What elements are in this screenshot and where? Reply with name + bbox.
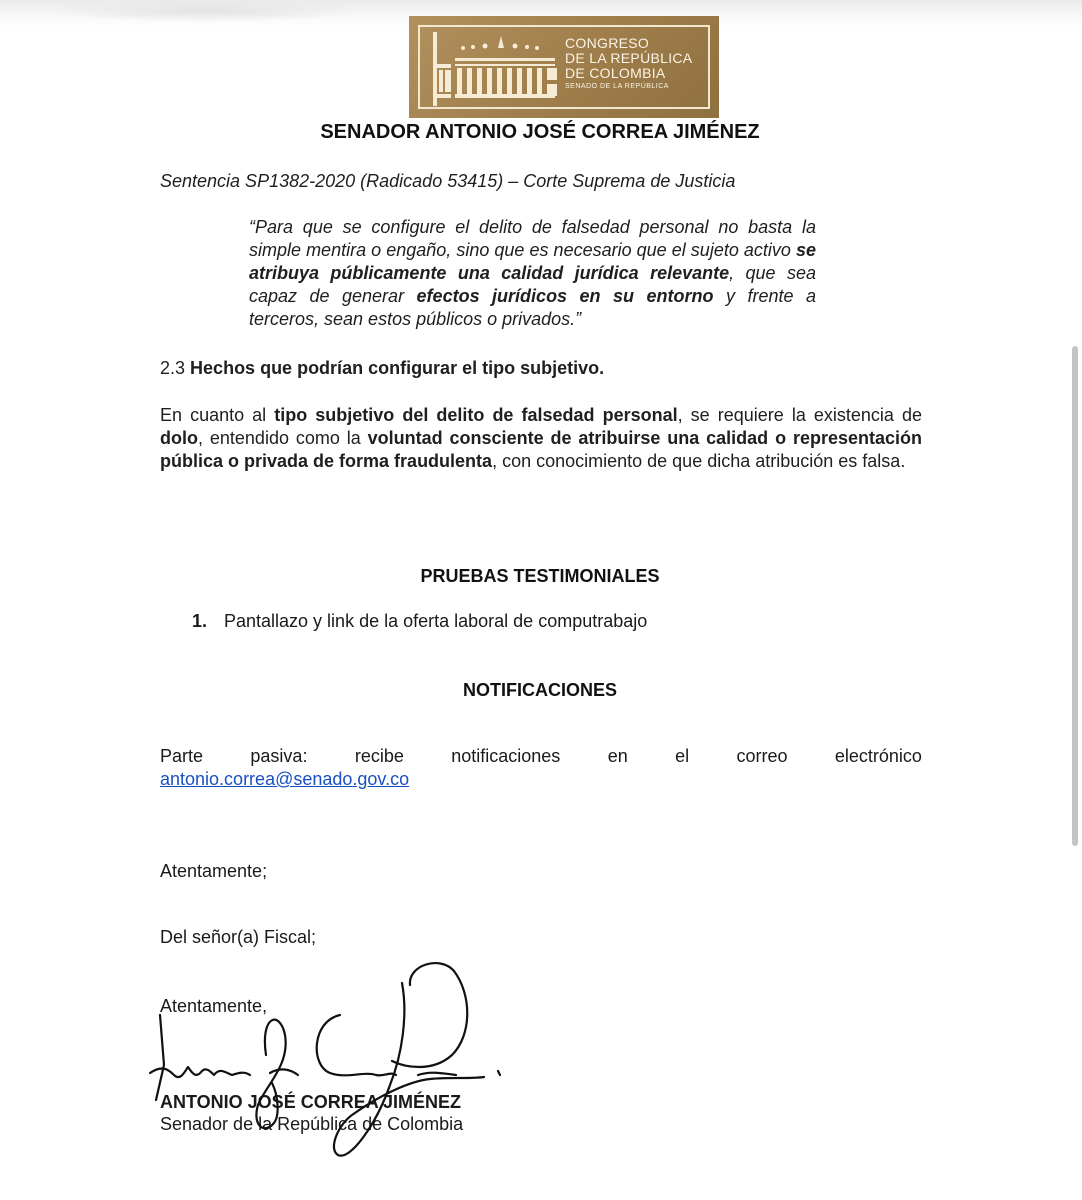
notif-word: en <box>607 746 628 766</box>
notif-word: recibe <box>354 746 404 766</box>
notif-word: el <box>675 746 690 766</box>
handwritten-signature <box>140 955 510 1165</box>
signer-name: ANTONIO JOSÉ CORREA JIMÉNEZ <box>160 1092 462 1112</box>
section-heading <box>160 357 604 380</box>
quote-text-3: y frente a terceros, sean estos públicos o privados.” <box>249 286 816 329</box>
list-item-text: Pantallazo y link de la oferta laboral de computrabajo <box>224 611 648 631</box>
citation: Sentencia SP1382-2020 (Radicado 53415) – Corte Suprema de Justicia <box>160 171 736 191</box>
logo-line-2: DE LA REPÚBLICA <box>565 50 693 66</box>
body-text-3: , entendido como la <box>198 428 368 448</box>
body-paragraph <box>160 404 922 473</box>
email-link[interactable]: antonio.correa@senado.gov.co <box>160 769 410 789</box>
body-text-2: , se requiere la existencia de <box>677 405 922 425</box>
addressee-line: Del señor(a) Fiscal; <box>160 927 317 947</box>
notifications-line <box>160 746 922 767</box>
list-item <box>192 611 647 632</box>
congreso-logo <box>409 16 719 118</box>
body-text-4: , con conocimiento de que dicha atribución es falsa. <box>492 451 906 471</box>
logo-line-3: DE COLOMBIA <box>565 65 666 81</box>
notif-word: pasiva: <box>250 746 308 766</box>
body-text-1: En cuanto al <box>160 405 275 425</box>
signer-title: Senador de la República de Colombia <box>160 1114 464 1134</box>
scrollbar-thumb[interactable] <box>1072 346 1078 846</box>
quote-block <box>249 216 816 331</box>
body-bold-3: voluntad consciente de atribuirse una calidad o representación pública o privada de forma fraudulenta <box>160 428 922 471</box>
proofs-heading: PRUEBAS TESTIMONIALES <box>420 566 660 586</box>
quote-bold-1: se atribuya públicamente una calidad jurídica relevante <box>249 240 816 283</box>
logo-text <box>565 36 692 92</box>
section-title: Hechos que podrían configurar el tipo subjetivo. <box>190 358 605 378</box>
quote-text-2: , que sea capaz de generar <box>249 263 816 306</box>
scrollbar[interactable] <box>1068 0 1082 1200</box>
closing-line-1: Atentamente; <box>160 861 268 881</box>
top-shadow-spot <box>40 0 370 22</box>
capitol-icon <box>421 28 561 110</box>
page-title: SENADOR ANTONIO JOSÉ CORREA JIMÉNEZ <box>320 121 760 143</box>
quote-bold-2: efectos jurídicos en su entorno <box>416 286 714 306</box>
notif-word: correo <box>736 746 788 766</box>
notifications-heading: NOTIFICACIONES <box>462 680 617 700</box>
body-bold-1: tipo subjetivo del delito de falsedad personal <box>274 405 678 425</box>
list-item-number: 1. <box>192 611 208 631</box>
quote-text-1: “Para que se configure el delito de falsedad personal no basta la simple mentira o engaño, sino que es necesario que el sujeto activo <box>249 217 816 260</box>
section-number: 2.3 <box>160 358 186 378</box>
closing-line-2: Atentamente, <box>160 996 268 1016</box>
notif-word: electrónico <box>834 746 922 766</box>
notif-word: Parte <box>160 746 204 766</box>
notif-word: notificaciones <box>451 746 561 766</box>
logo-line-1: CONGRESO <box>565 35 650 51</box>
body-bold-2: dolo <box>160 428 198 448</box>
logo-line-4: SENADO DE LA REPÚBLICA <box>565 83 669 90</box>
